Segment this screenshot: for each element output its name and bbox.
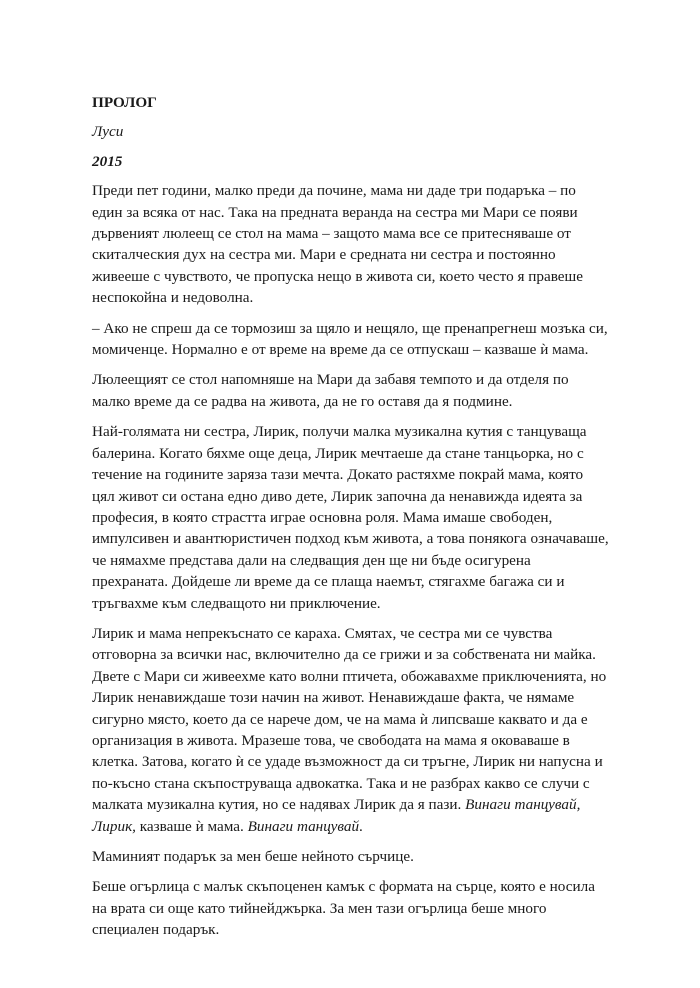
chapter-heading: ПРОЛОГ (92, 94, 157, 111)
paragraph-line: клетка. Затова, когато ѝ се удаде възможност да си тръгне, Лирик ни напусна и (92, 753, 603, 771)
paragraph-line: прехраната. Дойдеше ли време да се плаща наемът, стягахме багажа си и (92, 573, 565, 591)
quote-text: Винаги танцувай, (465, 796, 581, 814)
chapter-year: 2015 (92, 152, 123, 170)
chapter-narrator: Луси (92, 123, 124, 141)
paragraph-line: цял живот си остана едно диво дете, Лирик започна да ненавижда идеята за (92, 487, 583, 505)
paragraph (92, 369, 622, 412)
paragraph-line: малко време да се радва на живота, да не го оставя да я подмине. (92, 392, 513, 410)
paragraph-line: течение на годините заряза тази мечта. Докато растяхме покрай мама, която (92, 466, 584, 484)
paragraph-line: Маминият подарък за мен беше нейното сърчице. (92, 848, 414, 865)
paragraph-line: един за всяка от нас. Така на предната веранда на сестра ми Мари се появи (92, 203, 578, 221)
paragraph-line: дървеният люлеещ се стол на мама – защото мама все се притесняваше от (92, 225, 571, 243)
paragraph-line: скиталческия дух на сестра ми. Мари е средната ни сестра и постоянно (92, 246, 556, 264)
paragraph-line: Люлеещият се стол напомняше на Мари да забавя темпото и да отделя по (92, 371, 569, 389)
quote-text: Лирик, (92, 817, 136, 835)
paragraph-line: че нямахме представа дали на следващия ден ще ни бъде осигурена (92, 551, 531, 569)
line-text: малката музикална кутия, но се надявах Лирик да я пази. (92, 796, 462, 814)
paragraph-line: Най-голямата ни сестра, Лирик, получи малка музикална кутия с танцуваща (92, 423, 587, 441)
paragraph-line: Лирик ненавиждаше този начин на живот. Ненавиждаше факта, че нямаме (92, 689, 575, 707)
quote-text: Винаги танцувай (247, 817, 360, 835)
paragraph-line: Лирик и мама непрекъснато се караха. Смятах, че сестра ми се чувства (92, 624, 553, 642)
paragraph-line: организация в живота. Мразеше това, че свободата на мама я оковаваше в (92, 731, 570, 749)
paragraph-line: Преди пет години, малко преди да почине, мама ни даде три подаръка – по (92, 182, 576, 200)
paragraph-line: отговорна за всички нас, включително да се грижи и за собствената ни майка. (92, 646, 596, 664)
paragraph (92, 318, 622, 361)
paragraph-line: Беше огърлица с малък скъпоценен камък с формата на сърце, която е носила (92, 878, 595, 896)
paragraph-line: по-късно стана скъпоструваща адвокатка. Така и не разбрах какво се случи с (92, 774, 590, 792)
paragraph-line: сигурно място, което да се нарече дом, че на мама ѝ липсваше каквато и да е (92, 710, 588, 728)
paragraph-line: – Ако не спреш да се тормозиш за щяло и нещяло, ще пренапрегнеш мозъка си, (92, 319, 608, 337)
paragraph (92, 876, 622, 940)
paragraph-line: специален подарък. (92, 921, 220, 939)
paragraph-line: момиченце. Нормално е от време на време да се отпускаш – казваше ѝ мама. (92, 341, 589, 359)
sentence-end: . (359, 817, 363, 835)
paragraph-line: тръгвахме към следващото ни приключение. (92, 594, 381, 612)
paragraph-line (92, 816, 622, 837)
paragraph (92, 623, 622, 837)
document-page (92, 92, 622, 950)
paragraph (92, 421, 622, 614)
paragraph-line: импулсивен и авантюристичен подход към живота, а това понякога означаваше, (92, 530, 609, 548)
paragraph-line: балерина. Когато бяхме още деца, Лирик мечтаеше да стане танцьорка, но с (92, 444, 584, 462)
paragraph (92, 846, 622, 867)
paragraph-line: на врата си още като тийнейджърка. За мен тази огърлица беше много (92, 899, 547, 917)
paragraph-line (92, 794, 622, 815)
paragraph-line: неспокойна и недоволна. (92, 289, 254, 307)
paragraph-line: Двете с Мари си живеехме като волни птичета, обожавахме приключенията, но (92, 667, 607, 685)
paragraph (92, 180, 622, 308)
paragraph-line: живееше с чувството, че пропуска нещо в живота си, което често я правеше (92, 267, 583, 285)
paragraph-line: професия, в която страстта играе основна роля. Мама имаше свободен, (92, 508, 553, 526)
attribution-text: казваше ѝ мама. (135, 817, 248, 835)
